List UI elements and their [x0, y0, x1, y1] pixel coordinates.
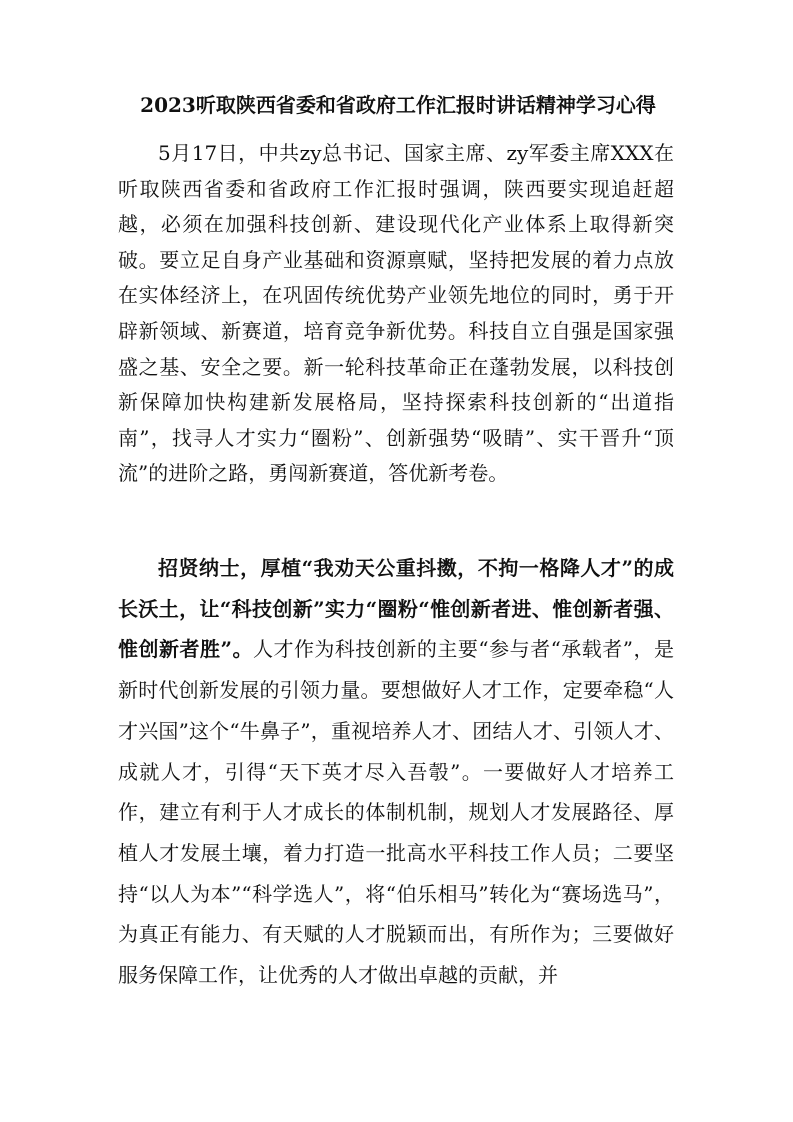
paragraph-talent-body: 人才作为科技创新的主要“参与者“承载者”，是新时代创新发展的引领力量。要想做好人才工作，定要牵稳“人才兴国”这个“牛鼻子”，重视培养人才、团结人才、引领人才、成就人才，引得“天下英才尽入吾彀”。一要做好人才培养工作，建立有利于人才成长的体制机制，规划人才发展路径、厚植人才发展土壤，着力打造一批高水平科技工作人员；二要坚持“以人为本”“科学选人”，将“伯乐相马”转化为“赛场选马”，为真正有能力、有天赋的人才脱颖而出，有所作为；三要做好服务保障工作，让优秀的人才做出卓越的贡献，并 — [118, 637, 674, 988]
document-title: 2023听取陕西省委和省政府工作汇报时讲话精神学习心得 — [140, 93, 656, 117]
paragraph-talent-heading: 招贤纳士，厚植“我劝天公重抖擞，不拘一格降人才”的成长沃土，让“科技创新”实力“圈粉“惟创新者进、惟创新者强、惟创新者胜”。 — [118, 556, 674, 662]
paragraph-talent — [118, 548, 674, 996]
paragraph-intro: 5月17日，中共zy总书记、国家主席、zy军委主席XXX在听取陕西省委和省政府工作汇报时强调，陕西要实现追赶超越，必须在加强科技创新、建设现代化产业体系上取得新突破。要立足自身产业基础和资源禀赋，坚持把发展的着力点放在实体经济上，在巩固传统优势产业领先地位的同时，勇于开辟新领域、新赛道，培育竞争新优势。科技自立自强是国家强盛之基、安全之要。新一轮科技革命正在蓬勃发展，以科技创新保障加快构建新发展格局，坚持探索科技创新的“出道指南”，找寻人才实力“圈粉”、创新强势“吸睛”、实干晋升“顶流”的进阶之路，勇闯新赛道，答优新考卷。 — [118, 141, 674, 486]
